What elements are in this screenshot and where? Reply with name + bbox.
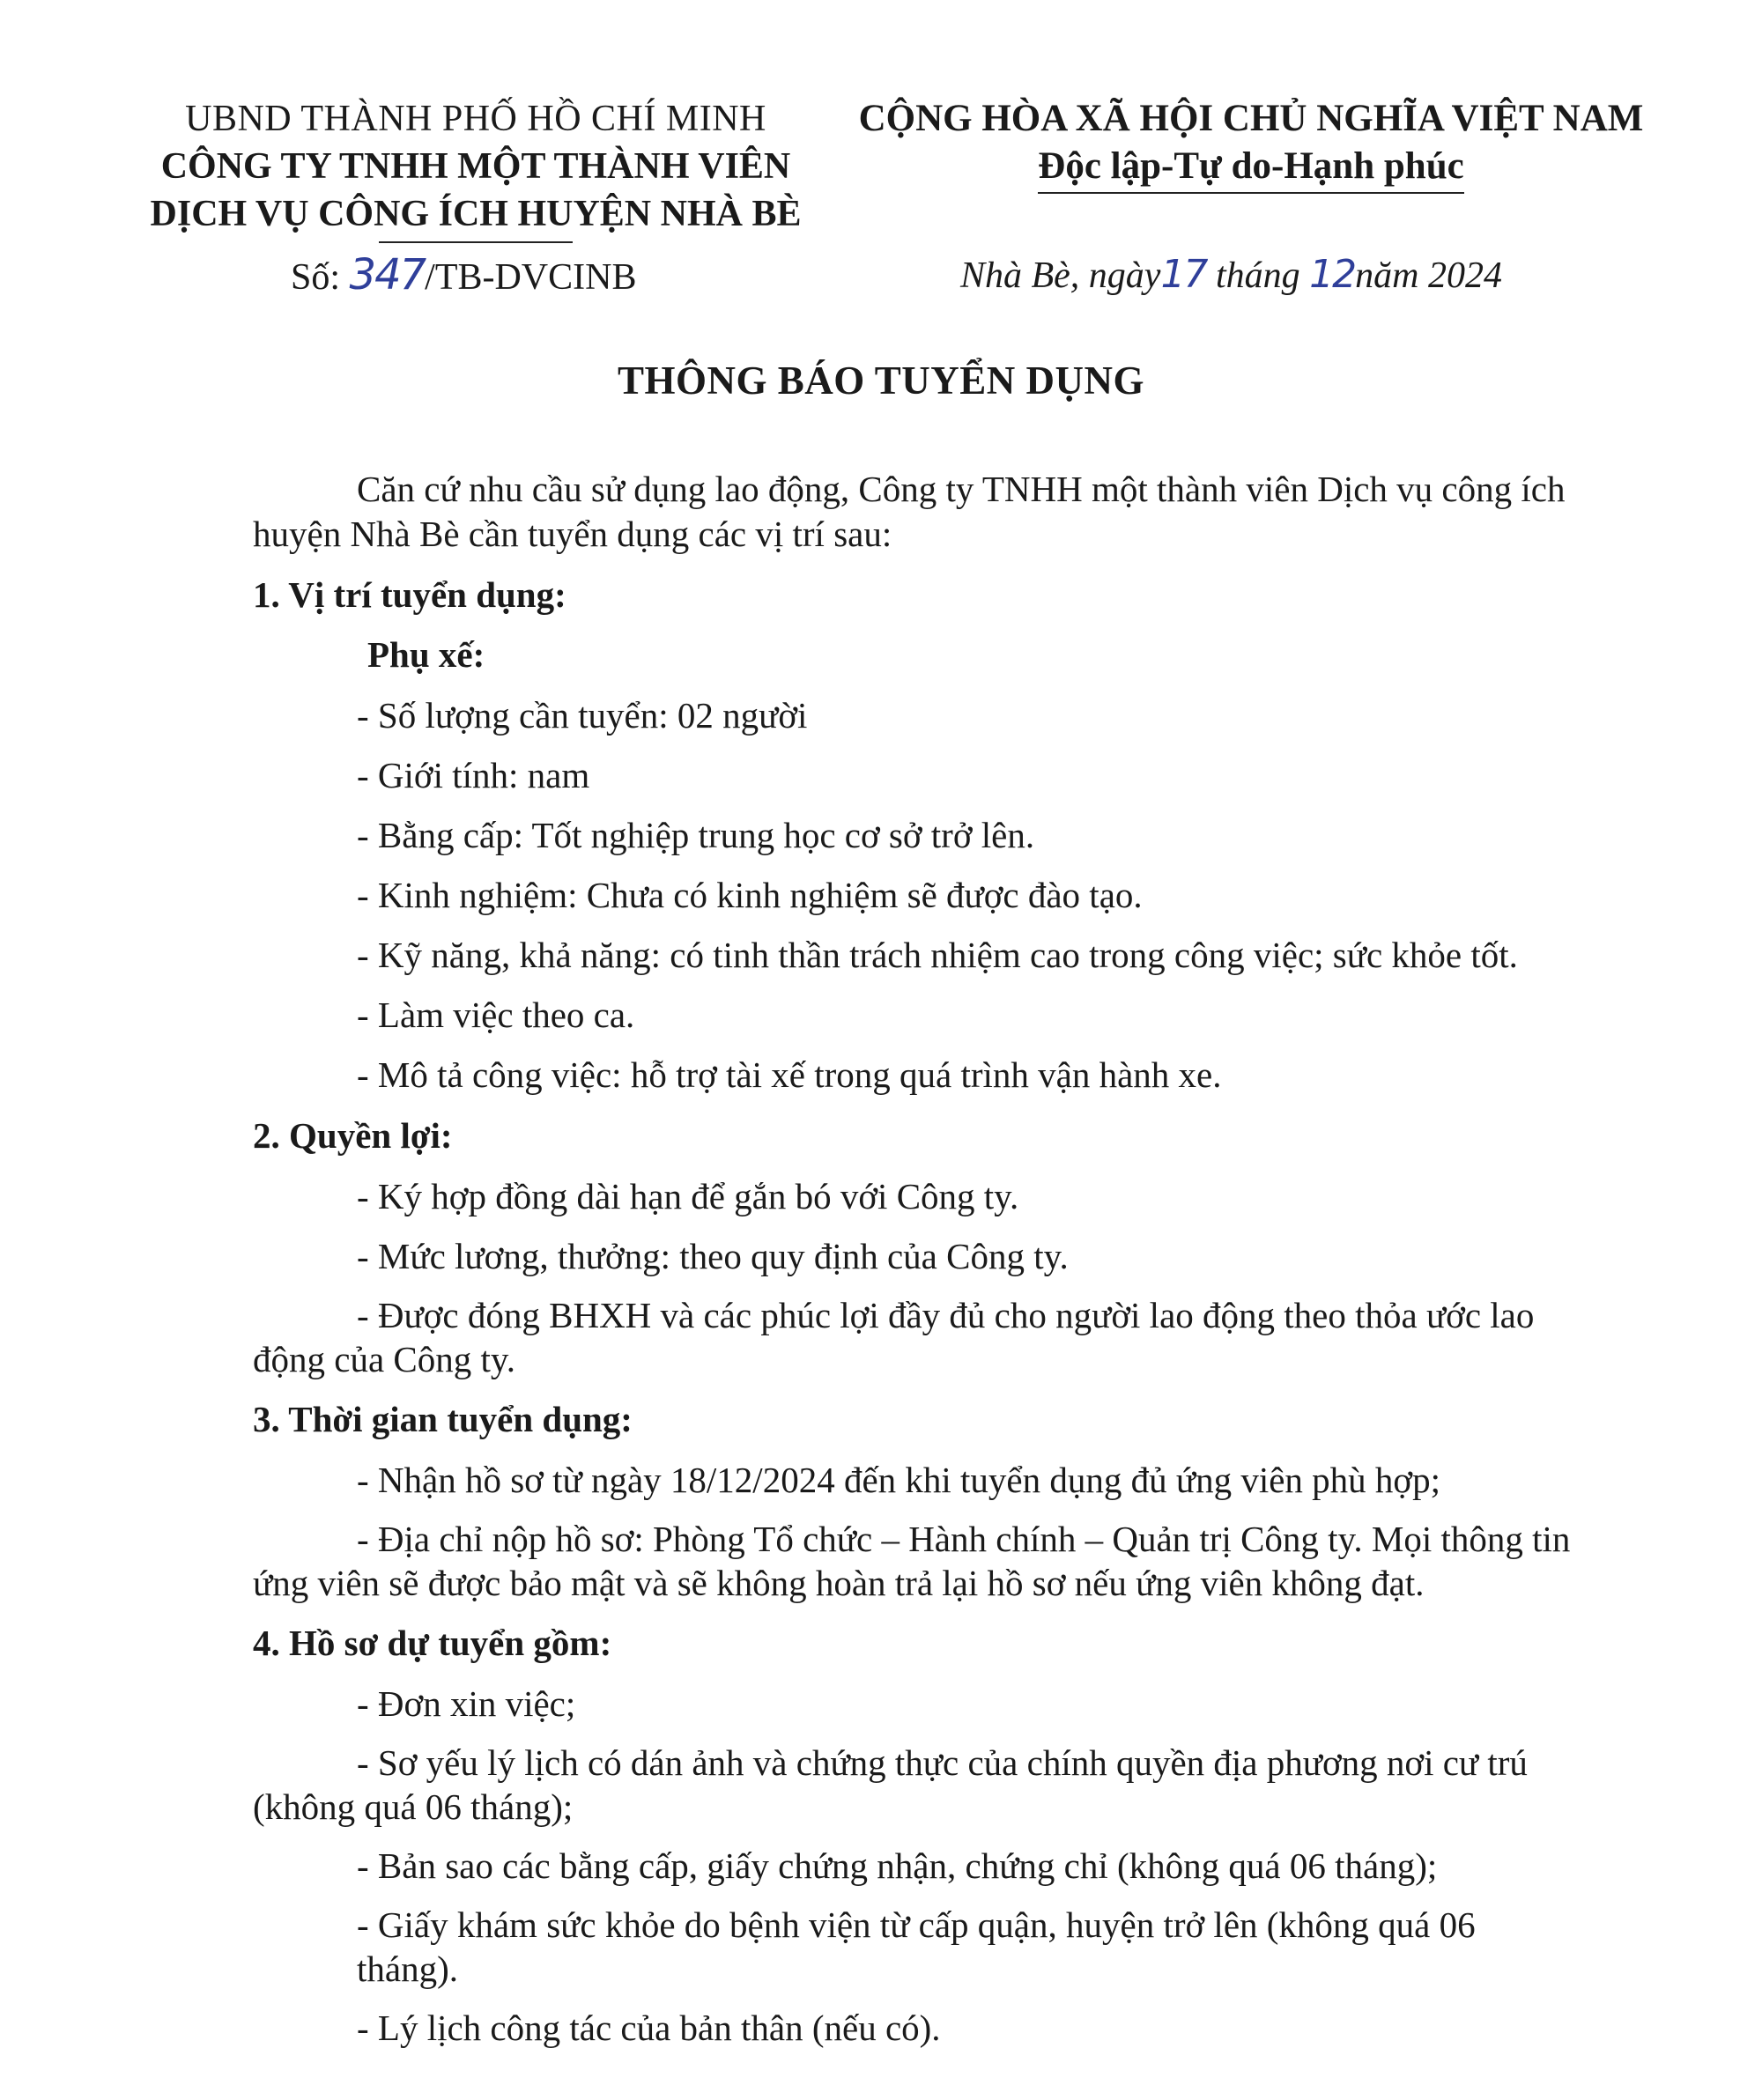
list-item: - Làm việc theo ca.	[357, 995, 635, 1035]
document-body	[253, 467, 1579, 2051]
list-item: - Giới tính: nam	[357, 755, 590, 795]
section-heading-benefits: 2. Quyền lợi:	[253, 1115, 453, 1156]
list-item: - Số lượng cần tuyển: 02 người	[357, 695, 808, 736]
agency-name: UBND THÀNH PHỐ HỒ CHÍ MINH	[185, 99, 766, 139]
list-item: - Lý lịch công tác của bản thân (nếu có).	[357, 2008, 941, 2048]
doc-no-handwritten: 347	[349, 250, 426, 299]
list-item: - Đơn xin việc;	[357, 1683, 576, 1724]
date-month-handwritten: 12	[1309, 252, 1356, 297]
issuer-block	[123, 95, 828, 243]
list-item: - Sơ yếu lý lịch có dán ảnh và chứng thực của chính quyền địa phương nơi cư trú (không quá 06 tháng);	[253, 1742, 1528, 1827]
company-name-line2: DỊCH VỤ CÔNG ÍCH HUYỆN NHÀ BÈ	[150, 194, 802, 234]
list-item: - Ký hợp đồng dài hạn để gắn bó với Công ty.	[357, 1176, 1019, 1216]
section-heading-positions: 1. Vị trí tuyển dụng:	[253, 574, 566, 615]
list-item: - Bản sao các bằng cấp, giấy chứng nhận, chứng chỉ (không quá 06 tháng);	[357, 1845, 1438, 1886]
national-header	[846, 95, 1656, 194]
list-item: - Giấy khám sức khỏe do bệnh viện từ cấp quận, huyện trở lên (không quá 06 tháng).	[357, 1904, 1476, 1989]
list-item: - Được đóng BHXH và các phúc lợi đầy đủ cho người lao động theo thỏa ước lao động của Công ty.	[253, 1295, 1535, 1379]
list-item: - Mức lương, thưởng: theo quy định của Công ty.	[357, 1236, 1069, 1276]
national-motto: Độc lập-Tự do-Hạnh phúc	[1038, 143, 1463, 194]
date-place: Nhà Bè, ngày	[960, 255, 1161, 296]
section-heading-timeline: 3. Thời gian tuyển dụng:	[253, 1399, 633, 1439]
document-number	[291, 251, 637, 301]
list-item: - Kỹ năng, khả năng: có tinh thần trách nhiệm cao trong công việc; sức khỏe tốt.	[357, 935, 1518, 975]
date-month-label: tháng	[1206, 255, 1310, 296]
list-item: - Bằng cấp: Tốt nghiệp trung học cơ sở trở lên.	[357, 815, 1035, 855]
section-heading-documents: 4. Hồ sơ dự tuyển gồm:	[253, 1623, 612, 1663]
document-title: THÔNG BÁO TUYỂN DỤNG	[618, 359, 1144, 403]
doc-no-prefix: Số:	[291, 257, 350, 298]
company-name-line1: CÔNG TY TNHH MỘT THÀNH VIÊN	[160, 146, 791, 187]
date-day-handwritten: 17	[1160, 252, 1207, 297]
intro-paragraph: Căn cứ nhu cầu sử dụng lao động, Công ty TNHH một thành viên Dịch vụ công ích huyện Nhà Bè cần tuyển dụng các vị trí sau:	[253, 469, 1566, 554]
date-line	[960, 251, 1502, 299]
list-item: - Mô tả công việc: hỗ trợ tài xế trong quá trình vận hành xe.	[357, 1054, 1222, 1095]
list-item: - Kinh nghiệm: Chưa có kinh nghiệm sẽ được đào tạo.	[357, 875, 1143, 915]
date-year: năm 2024	[1355, 255, 1502, 296]
issuer-underline	[379, 241, 573, 243]
list-item: - Địa chỉ nộp hồ sơ: Phòng Tổ chức – Hành chính – Quản trị Công ty. Mọi thông tin ứng viên sẽ được bảo mật và sẽ không hoàn trả lại hồ sơ nếu ứng viên không đạt.	[253, 1519, 1571, 1603]
position-title: Phụ xế:	[367, 634, 485, 675]
list-item: - Nhận hồ sơ từ ngày 18/12/2024 đến khi tuyển dụng đủ ứng viên phù hợp;	[357, 1460, 1440, 1500]
doc-no-suffix: /TB-DVCINB	[425, 257, 637, 298]
country-name: CỘNG HÒA XÃ HỘI CHỦ NGHĨA VIỆT NAM	[858, 98, 1644, 139]
